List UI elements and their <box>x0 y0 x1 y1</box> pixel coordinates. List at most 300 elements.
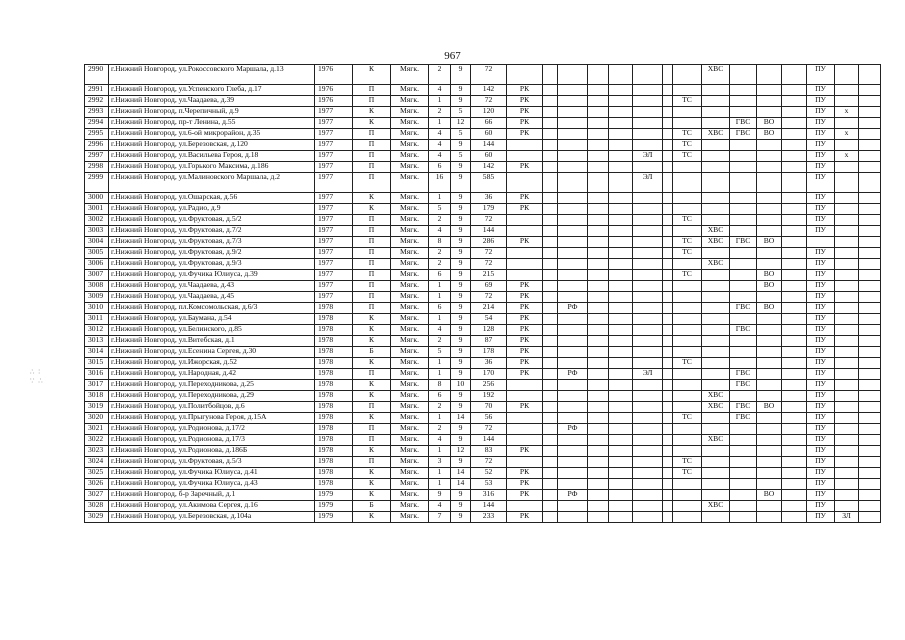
work-type-cell-15: ТС <box>673 468 702 479</box>
work-type-cell-18 <box>757 151 782 162</box>
work-type-cell-10 <box>558 270 588 281</box>
work-type-cell-14 <box>663 490 673 501</box>
work-type-cell-10: РФ <box>558 490 588 501</box>
apartments-cell: 178 <box>471 347 507 358</box>
year-cell: 1978 <box>315 391 353 402</box>
work-type-cell-16 <box>702 325 730 336</box>
work-type-cell-9 <box>543 118 558 129</box>
entrances-cell: 1 <box>429 118 451 129</box>
work-type-cell-14 <box>663 193 673 204</box>
work-type-cell-11 <box>588 193 609 204</box>
work-type-cell-16 <box>702 336 730 347</box>
registry-table <box>84 64 881 523</box>
address-cell: г.Нижний Новгород, ул.Радио, д.9 <box>109 204 315 215</box>
material-cell: П <box>353 173 391 193</box>
work-type-cell-10 <box>558 336 588 347</box>
work-type-cell-8: РК <box>507 303 543 314</box>
address-cell: г.Нижний Новгород, пр-т Ленина, д.55 <box>109 118 315 129</box>
work-type-cell-15 <box>673 512 702 523</box>
work-type-cell-11 <box>588 292 609 303</box>
roof-cell: Мягк. <box>391 140 429 151</box>
work-type-cell-18 <box>757 413 782 424</box>
table-row <box>85 162 881 173</box>
work-type-cell-19 <box>782 129 807 140</box>
row-number-cell: 3027 <box>85 490 109 501</box>
work-type-cell-20 <box>807 237 835 248</box>
work-type-cell-9 <box>543 292 558 303</box>
floors-cell: 9 <box>451 140 471 151</box>
work-type-cell-17 <box>730 65 757 85</box>
work-type-cell-8 <box>507 215 543 226</box>
work-type-cell-18 <box>757 248 782 259</box>
work-type-cell-11 <box>588 358 609 369</box>
floors-cell: 9 <box>451 204 471 215</box>
work-type-cell-16 <box>702 490 730 501</box>
work-type-cell-20: ПУ <box>807 391 835 402</box>
work-type-cell-10 <box>558 151 588 162</box>
entrances-cell: 9 <box>429 490 451 501</box>
work-type-cell-19 <box>782 358 807 369</box>
work-type-cell-20: ПУ <box>807 259 835 270</box>
work-type-cell-21 <box>835 435 859 446</box>
table-row <box>85 129 881 140</box>
address-cell: г.Нижний Новгород, ул.Есенина Сергея, д.30 <box>109 347 315 358</box>
work-type-cell-15 <box>673 325 702 336</box>
work-type-cell-13 <box>633 402 663 413</box>
floors-cell: 9 <box>451 65 471 85</box>
apartments-cell: 142 <box>471 85 507 96</box>
work-type-cell-19 <box>782 413 807 424</box>
work-type-cell-14 <box>663 457 673 468</box>
material-cell: П <box>353 292 391 303</box>
work-type-cell-19 <box>782 490 807 501</box>
material-cell: П <box>353 215 391 226</box>
work-type-cell-13: ЭЛ <box>633 369 663 380</box>
address-cell: г.Нижний Новгород, ул.Фруктовая, д.9/3 <box>109 259 315 270</box>
material-cell: Б <box>353 347 391 358</box>
year-cell: 1977 <box>315 204 353 215</box>
work-type-cell-19 <box>782 173 807 193</box>
apartments-cell: 144 <box>471 501 507 512</box>
work-type-cell-19 <box>782 215 807 226</box>
work-type-cell-16 <box>702 446 730 457</box>
work-type-cell-9 <box>543 391 558 402</box>
work-type-cell-14 <box>663 215 673 226</box>
address-cell: г.Нижний Новгород, пл.Комсомольская, д.6/3 <box>109 303 315 314</box>
work-type-cell-8 <box>507 248 543 259</box>
work-type-cell-19 <box>782 479 807 490</box>
work-type-cell-11 <box>588 173 609 193</box>
year-cell: 1977 <box>315 151 353 162</box>
work-type-cell-21 <box>835 479 859 490</box>
work-type-cell-13 <box>633 512 663 523</box>
floors-cell: 5 <box>451 129 471 140</box>
work-type-cell-13 <box>633 435 663 446</box>
table-row <box>85 347 881 358</box>
material-cell: К <box>353 204 391 215</box>
material-cell: П <box>353 96 391 107</box>
address-cell: г.Нижний Новгород, ул.Фучика Юлиуса, д.41 <box>109 468 315 479</box>
work-type-cell-20: ПУ <box>807 424 835 435</box>
work-type-cell-16: ХВС <box>702 391 730 402</box>
work-type-cell-12 <box>609 424 633 435</box>
work-type-cell-8 <box>507 457 543 468</box>
work-type-cell-10 <box>558 347 588 358</box>
work-type-cell-14 <box>663 226 673 237</box>
work-type-cell-20: ПУ <box>807 173 835 193</box>
table-row <box>85 391 881 402</box>
material-cell: П <box>353 369 391 380</box>
work-type-cell-18 <box>757 391 782 402</box>
work-type-cell-8: РК <box>507 446 543 457</box>
row-number-cell: 3009 <box>85 292 109 303</box>
work-type-cell-14 <box>663 151 673 162</box>
work-type-cell-13 <box>633 479 663 490</box>
work-type-cell-11 <box>588 380 609 391</box>
apartments-cell: 144 <box>471 140 507 151</box>
work-type-cell-21 <box>835 457 859 468</box>
apartments-cell: 192 <box>471 391 507 402</box>
work-type-cell-11 <box>588 270 609 281</box>
work-type-cell-11 <box>588 237 609 248</box>
work-type-cell-18: ВО <box>757 402 782 413</box>
roof-cell: Мягк. <box>391 96 429 107</box>
work-type-cell-9 <box>543 501 558 512</box>
work-type-cell-16 <box>702 358 730 369</box>
work-type-cell-12 <box>609 479 633 490</box>
apartments-cell: 36 <box>471 358 507 369</box>
work-type-cell-21 <box>835 358 859 369</box>
work-type-cell-19 <box>782 193 807 204</box>
work-type-cell-15 <box>673 347 702 358</box>
roof-cell: Мягк. <box>391 226 429 237</box>
work-type-cell-21: х <box>835 151 859 162</box>
roof-cell: Мягк. <box>391 107 429 118</box>
row-number-cell: 2994 <box>85 118 109 129</box>
row-number-cell: 3000 <box>85 193 109 204</box>
work-type-cell-13 <box>633 248 663 259</box>
work-type-cell-16 <box>702 281 730 292</box>
work-type-cell-22 <box>859 292 881 303</box>
work-type-cell-10 <box>558 435 588 446</box>
work-type-cell-20: ПУ <box>807 479 835 490</box>
work-type-cell-15 <box>673 303 702 314</box>
work-type-cell-9 <box>543 325 558 336</box>
work-type-cell-13 <box>633 380 663 391</box>
work-type-cell-16 <box>702 140 730 151</box>
material-cell: П <box>353 248 391 259</box>
work-type-cell-19 <box>782 118 807 129</box>
year-cell: 1979 <box>315 501 353 512</box>
work-type-cell-8: РК <box>507 281 543 292</box>
work-type-cell-21 <box>835 303 859 314</box>
work-type-cell-11 <box>588 226 609 237</box>
work-type-cell-15 <box>673 173 702 193</box>
material-cell: К <box>353 314 391 325</box>
work-type-cell-16 <box>702 292 730 303</box>
work-type-cell-22 <box>859 281 881 292</box>
work-type-cell-11 <box>588 479 609 490</box>
work-type-cell-22 <box>859 391 881 402</box>
work-type-cell-12 <box>609 446 633 457</box>
table-row <box>85 358 881 369</box>
work-type-cell-22 <box>859 314 881 325</box>
work-type-cell-17 <box>730 162 757 173</box>
work-type-cell-12 <box>609 193 633 204</box>
table-row <box>85 479 881 490</box>
work-type-cell-19 <box>782 501 807 512</box>
work-type-cell-15: ТС <box>673 96 702 107</box>
work-type-cell-21 <box>835 215 859 226</box>
work-type-cell-12 <box>609 490 633 501</box>
year-cell: 1976 <box>315 85 353 96</box>
apartments-cell: 36 <box>471 193 507 204</box>
work-type-cell-16 <box>702 314 730 325</box>
apartments-cell: 72 <box>471 457 507 468</box>
work-type-cell-15 <box>673 65 702 85</box>
work-type-cell-13 <box>633 259 663 270</box>
work-type-cell-19 <box>782 446 807 457</box>
entrances-cell: 4 <box>429 325 451 336</box>
work-type-cell-13 <box>633 391 663 402</box>
work-type-cell-13 <box>633 413 663 424</box>
work-type-cell-20: ПУ <box>807 204 835 215</box>
roof-cell: Мягк. <box>391 314 429 325</box>
year-cell: 1978 <box>315 468 353 479</box>
work-type-cell-19 <box>782 347 807 358</box>
work-type-cell-17: ГВС <box>730 118 757 129</box>
work-type-cell-9 <box>543 204 558 215</box>
year-cell: 1977 <box>315 173 353 193</box>
table-row <box>85 380 881 391</box>
work-type-cell-20: ПУ <box>807 413 835 424</box>
work-type-cell-21 <box>835 413 859 424</box>
work-type-cell-10 <box>558 281 588 292</box>
work-type-cell-22 <box>859 140 881 151</box>
roof-cell: Мягк. <box>391 193 429 204</box>
roof-cell: Мягк. <box>391 424 429 435</box>
material-cell: К <box>353 413 391 424</box>
table-row <box>85 314 881 325</box>
work-type-cell-18 <box>757 162 782 173</box>
work-type-cell-21 <box>835 501 859 512</box>
work-type-cell-8 <box>507 380 543 391</box>
work-type-cell-9 <box>543 259 558 270</box>
work-type-cell-11 <box>588 162 609 173</box>
work-type-cell-18 <box>757 457 782 468</box>
roof-cell: Мягк. <box>391 303 429 314</box>
work-type-cell-18 <box>757 193 782 204</box>
work-type-cell-11 <box>588 248 609 259</box>
work-type-cell-15: ТС <box>673 151 702 162</box>
work-type-cell-8: РК <box>507 336 543 347</box>
work-type-cell-9 <box>543 215 558 226</box>
year-cell: 1978 <box>315 369 353 380</box>
work-type-cell-16 <box>702 424 730 435</box>
work-type-cell-12 <box>609 347 633 358</box>
material-cell: П <box>353 85 391 96</box>
work-type-cell-12 <box>609 270 633 281</box>
work-type-cell-11 <box>588 402 609 413</box>
address-cell: г.Нижний Новгород, ул.Чаадаева, д.45 <box>109 292 315 303</box>
entrances-cell: 6 <box>429 162 451 173</box>
row-number-cell: 2993 <box>85 107 109 118</box>
roof-cell: Мягк. <box>391 512 429 523</box>
work-type-cell-18: ВО <box>757 129 782 140</box>
entrances-cell: 4 <box>429 151 451 162</box>
work-type-cell-17 <box>730 358 757 369</box>
table-row <box>85 325 881 336</box>
floors-cell: 9 <box>451 292 471 303</box>
work-type-cell-18 <box>757 380 782 391</box>
work-type-cell-18 <box>757 446 782 457</box>
work-type-cell-14 <box>663 358 673 369</box>
work-type-cell-12 <box>609 402 633 413</box>
row-number-cell: 3018 <box>85 391 109 402</box>
row-number-cell: 3017 <box>85 380 109 391</box>
entrances-cell: 1 <box>429 281 451 292</box>
work-type-cell-15 <box>673 204 702 215</box>
apartments-cell: 214 <box>471 303 507 314</box>
entrances-cell: 6 <box>429 391 451 402</box>
work-type-cell-11 <box>588 435 609 446</box>
work-type-cell-9 <box>543 107 558 118</box>
address-cell: г.Нижний Новгород, ул.Васильева Героя, д.18 <box>109 151 315 162</box>
apartments-cell: 128 <box>471 325 507 336</box>
work-type-cell-19 <box>782 292 807 303</box>
roof-cell: Мягк. <box>391 358 429 369</box>
material-cell: К <box>353 65 391 85</box>
work-type-cell-14 <box>663 129 673 140</box>
floors-cell: 9 <box>451 369 471 380</box>
work-type-cell-14 <box>663 402 673 413</box>
work-type-cell-19 <box>782 314 807 325</box>
work-type-cell-16 <box>702 151 730 162</box>
work-type-cell-9 <box>543 512 558 523</box>
work-type-cell-18 <box>757 479 782 490</box>
work-type-cell-21 <box>835 424 859 435</box>
entrances-cell: 1 <box>429 292 451 303</box>
work-type-cell-17: ГВС <box>730 325 757 336</box>
work-type-cell-15 <box>673 85 702 96</box>
floors-cell: 9 <box>451 457 471 468</box>
work-type-cell-13 <box>633 237 663 248</box>
roof-cell: Мягк. <box>391 413 429 424</box>
work-type-cell-16 <box>702 85 730 96</box>
work-type-cell-10 <box>558 204 588 215</box>
row-number-cell: 3010 <box>85 303 109 314</box>
floors-cell: 9 <box>451 336 471 347</box>
work-type-cell-13 <box>633 85 663 96</box>
roof-cell: Мягк. <box>391 85 429 96</box>
work-type-cell-15 <box>673 490 702 501</box>
work-type-cell-22 <box>859 336 881 347</box>
work-type-cell-13 <box>633 501 663 512</box>
address-cell: г.Нижний Новгород, ул.Ошарская, д.56 <box>109 193 315 204</box>
roof-cell: Мягк. <box>391 391 429 402</box>
apartments-cell: 233 <box>471 512 507 523</box>
work-type-cell-19 <box>782 65 807 85</box>
work-type-cell-16 <box>702 173 730 193</box>
work-type-cell-15 <box>673 162 702 173</box>
work-type-cell-17 <box>730 259 757 270</box>
floors-cell: 9 <box>451 85 471 96</box>
work-type-cell-11 <box>588 204 609 215</box>
work-type-cell-12 <box>609 237 633 248</box>
work-type-cell-10 <box>558 226 588 237</box>
work-type-cell-21 <box>835 204 859 215</box>
work-type-cell-21 <box>835 325 859 336</box>
work-type-cell-11 <box>588 151 609 162</box>
work-type-cell-20: ПУ <box>807 151 835 162</box>
work-type-cell-13 <box>633 292 663 303</box>
work-type-cell-17: ГВС <box>730 380 757 391</box>
work-type-cell-14 <box>663 468 673 479</box>
floors-cell: 14 <box>451 479 471 490</box>
apartments-cell: 52 <box>471 468 507 479</box>
work-type-cell-22 <box>859 259 881 270</box>
work-type-cell-11 <box>588 325 609 336</box>
work-type-cell-17: ГВС <box>730 237 757 248</box>
work-type-cell-20: ПУ <box>807 140 835 151</box>
work-type-cell-13 <box>633 336 663 347</box>
material-cell: П <box>353 259 391 270</box>
work-type-cell-12 <box>609 129 633 140</box>
address-cell: г.Нижний Новгород, ул.6-ой микрорайон, д.35 <box>109 129 315 140</box>
entrances-cell: 2 <box>429 336 451 347</box>
entrances-cell: 1 <box>429 468 451 479</box>
row-number-cell: 3006 <box>85 259 109 270</box>
work-type-cell-14 <box>663 85 673 96</box>
work-type-cell-15: ТС <box>673 248 702 259</box>
work-type-cell-8 <box>507 173 543 193</box>
material-cell: П <box>353 151 391 162</box>
work-type-cell-15 <box>673 479 702 490</box>
floors-cell: 10 <box>451 380 471 391</box>
roof-cell: Мягк. <box>391 204 429 215</box>
work-type-cell-8 <box>507 65 543 85</box>
row-number-cell: 2991 <box>85 85 109 96</box>
work-type-cell-13 <box>633 226 663 237</box>
work-type-cell-13 <box>633 468 663 479</box>
work-type-cell-10 <box>558 85 588 96</box>
work-type-cell-19 <box>782 226 807 237</box>
work-type-cell-13 <box>633 129 663 140</box>
work-type-cell-10 <box>558 215 588 226</box>
work-type-cell-8: РК <box>507 479 543 490</box>
work-type-cell-19 <box>782 162 807 173</box>
roof-cell: Мягк. <box>391 490 429 501</box>
work-type-cell-13 <box>633 446 663 457</box>
work-type-cell-19 <box>782 369 807 380</box>
work-type-cell-22 <box>859 162 881 173</box>
row-number-cell: 3016 <box>85 369 109 380</box>
work-type-cell-19 <box>782 281 807 292</box>
work-type-cell-13 <box>633 347 663 358</box>
work-type-cell-10: РФ <box>558 303 588 314</box>
work-type-cell-19 <box>782 96 807 107</box>
floors-cell: 9 <box>451 173 471 193</box>
year-cell: 1979 <box>315 490 353 501</box>
work-type-cell-21: х <box>835 107 859 118</box>
address-cell: г.Нижний Новгород, п.Черепичный, д.9 <box>109 107 315 118</box>
work-type-cell-21 <box>835 281 859 292</box>
floors-cell: 9 <box>451 424 471 435</box>
year-cell: 1978 <box>315 435 353 446</box>
work-type-cell-18 <box>757 468 782 479</box>
work-type-cell-17: ГВС <box>730 129 757 140</box>
work-type-cell-14 <box>663 424 673 435</box>
